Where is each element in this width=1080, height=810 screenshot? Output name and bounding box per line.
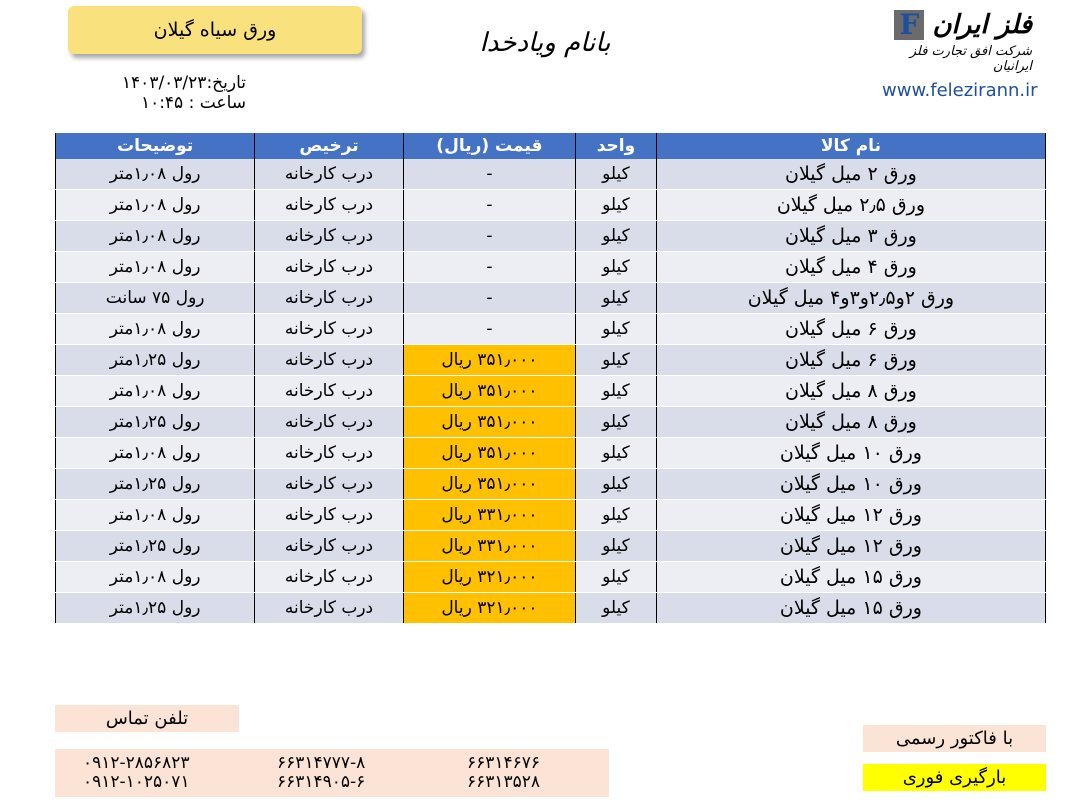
cell-unit: کیلو: [576, 252, 657, 283]
cell-product-name: ورق ۸ میل گیلان: [656, 376, 1045, 407]
cell-unit: کیلو: [576, 500, 657, 531]
cell-unit: کیلو: [576, 345, 657, 376]
cell-price: -: [403, 159, 575, 190]
phone-label: تلفن تماس: [105, 708, 189, 729]
cell-clearance: درب کارخانه: [255, 562, 403, 593]
cell-product-name: ورق ۲٫۵ میل گیلان: [656, 190, 1045, 221]
cell-description: رول ۱٫۲۵متر: [56, 469, 255, 500]
cell-description: رول ۱٫۲۵متر: [56, 345, 255, 376]
cell-clearance: درب کارخانه: [255, 159, 403, 190]
logo-url[interactable]: www.felezirann.ir: [882, 80, 1038, 101]
cell-clearance: درب کارخانه: [255, 190, 403, 221]
logo-f-icon: F: [894, 10, 924, 40]
col-header-clearance: ترخیص: [255, 133, 403, 159]
instant-loading-badge: [863, 764, 1046, 791]
cell-description: رول ۱٫۰۸متر: [56, 252, 255, 283]
cell-clearance: درب کارخانه: [255, 593, 403, 624]
table-row: [56, 376, 1046, 407]
phone-line-2[interactable]: ۶۶۳۱۴۹۰۵-۶: [277, 772, 366, 792]
cell-description: رول ۱٫۲۵متر: [56, 593, 255, 624]
cell-product-name: ورق ۱۵ میل گیلان: [656, 562, 1045, 593]
cell-product-name: ورق ۲ میل گیلان: [656, 159, 1045, 190]
date-time-block: [86, 73, 246, 113]
cell-price: -: [403, 190, 575, 221]
phone-label-box: [55, 705, 239, 732]
phone-mobile-1[interactable]: ۰۹۱۲-۲۸۵۶۸۲۳: [83, 753, 190, 773]
phone-line-4[interactable]: ۶۶۳۱۳۵۲۸: [467, 772, 541, 792]
sheet-title-tab: [68, 6, 362, 54]
cell-unit: کیلو: [576, 438, 657, 469]
cell-clearance: درب کارخانه: [255, 252, 403, 283]
cell-description: رول ۱٫۲۵متر: [56, 407, 255, 438]
table-row: [56, 500, 1046, 531]
phone-line-1[interactable]: ۶۶۳۱۴۷۷۷-۸: [277, 753, 366, 773]
cell-unit: کیلو: [576, 314, 657, 345]
cell-description: رول ۱٫۰۸متر: [56, 314, 255, 345]
cell-product-name: ورق ۱۰ میل گیلان: [656, 438, 1045, 469]
table-row: [56, 345, 1046, 376]
cell-price: ۳۲۱٫۰۰۰ ریال: [403, 593, 575, 624]
table-row: [56, 438, 1046, 469]
table-row: [56, 283, 1046, 314]
cell-clearance: درب کارخانه: [255, 283, 403, 314]
col-header-price: قیمت (ریال): [403, 133, 575, 159]
cell-price: -: [403, 314, 575, 345]
table-row: [56, 469, 1046, 500]
cell-unit: کیلو: [576, 190, 657, 221]
col-header-unit: واحد: [576, 133, 657, 159]
col-header-description: توضیحات: [56, 133, 255, 159]
cell-price: ۳۲۱٫۰۰۰ ریال: [403, 562, 575, 593]
cell-clearance: درب کارخانه: [255, 345, 403, 376]
phone-mobile-2[interactable]: ۰۹۱۲-۱۰۲۵۰۷۱: [83, 772, 190, 792]
cell-clearance: درب کارخانه: [255, 531, 403, 562]
logo-name: فلز ایران: [932, 10, 1032, 40]
official-invoice-label: با فاکتور رسمی: [895, 728, 1014, 749]
cell-unit: کیلو: [576, 531, 657, 562]
cell-clearance: درب کارخانه: [255, 376, 403, 407]
cell-product-name: ورق ۶ میل گیلان: [656, 314, 1045, 345]
cell-price: -: [403, 283, 575, 314]
cell-product-name: ورق ۳ میل گیلان: [656, 221, 1045, 252]
cell-clearance: درب کارخانه: [255, 438, 403, 469]
cell-product-name: ورق ۱۰ میل گیلان: [656, 469, 1045, 500]
cell-clearance: درب کارخانه: [255, 469, 403, 500]
cell-clearance: درب کارخانه: [255, 407, 403, 438]
cell-description: رول ۱٫۲۵متر: [56, 531, 255, 562]
cell-price: ۳۵۱٫۰۰۰ ریال: [403, 345, 575, 376]
cell-product-name: ورق ۱۲ میل گیلان: [656, 531, 1045, 562]
cell-unit: کیلو: [576, 221, 657, 252]
table-row: [56, 190, 1046, 221]
cell-unit: کیلو: [576, 469, 657, 500]
instant-loading-label: بارگیری فوری: [902, 767, 1007, 788]
table-row: [56, 562, 1046, 593]
bismillah-heading: بانام ویادخدا: [479, 28, 611, 58]
phone-numbers-box: [55, 749, 609, 797]
company-logo: [882, 8, 1038, 101]
cell-price: -: [403, 252, 575, 283]
sheet-title: ورق سیاه گیلان: [153, 19, 277, 41]
cell-description: رول ۱٫۰۸متر: [56, 221, 255, 252]
cell-clearance: درب کارخانه: [255, 221, 403, 252]
logo-subtitle: شرکت افق تجارت فلز ایرانیان: [909, 44, 1032, 74]
cell-product-name: ورق ۴ میل گیلان: [656, 252, 1045, 283]
table-row: [56, 531, 1046, 562]
cell-unit: کیلو: [576, 283, 657, 314]
cell-description: رول ۱٫۰۸متر: [56, 500, 255, 531]
col-header-name: نام کالا: [656, 133, 1045, 159]
cell-price: -: [403, 221, 575, 252]
cell-price: ۳۵۱٫۰۰۰ ریال: [403, 438, 575, 469]
cell-clearance: درب کارخانه: [255, 500, 403, 531]
cell-product-name: ورق ۸ میل گیلان: [656, 407, 1045, 438]
cell-price: ۳۵۱٫۰۰۰ ریال: [403, 469, 575, 500]
table-row: [56, 159, 1046, 190]
cell-product-name: ورق ۱۵ میل گیلان: [656, 593, 1045, 624]
cell-unit: کیلو: [576, 593, 657, 624]
cell-description: رول ۱٫۰۸متر: [56, 376, 255, 407]
cell-product-name: ورق ۱۲ میل گیلان: [656, 500, 1045, 531]
cell-description: رول ۱٫۰۸متر: [56, 438, 255, 469]
cell-price: ۳۳۱٫۰۰۰ ریال: [403, 500, 575, 531]
cell-unit: کیلو: [576, 562, 657, 593]
table-row: [56, 593, 1046, 624]
cell-product-name: ورق ۲و۲٫۵و۳و۴ میل گیلان: [656, 283, 1045, 314]
price-table: [55, 133, 1046, 624]
cell-description: رول ۱٫۰۸متر: [56, 159, 255, 190]
cell-product-name: ورق ۶ میل گیلان: [656, 345, 1045, 376]
cell-price: ۳۵۱٫۰۰۰ ریال: [403, 376, 575, 407]
cell-price: ۳۳۱٫۰۰۰ ریال: [403, 531, 575, 562]
table-row: [56, 252, 1046, 283]
cell-unit: کیلو: [576, 159, 657, 190]
cell-description: رول ۷۵ سانت: [56, 283, 255, 314]
cell-clearance: درب کارخانه: [255, 314, 403, 345]
official-invoice-badge: [863, 725, 1046, 752]
phone-line-3[interactable]: ۶۶۳۱۴۶۷۶: [467, 753, 541, 773]
date-line: تاریخ:۱۴۰۳/۰۳/۲۳: [121, 73, 246, 93]
table-header-row: [56, 133, 1046, 159]
table-row: [56, 407, 1046, 438]
cell-price: ۳۵۱٫۰۰۰ ریال: [403, 407, 575, 438]
cell-unit: کیلو: [576, 376, 657, 407]
cell-description: رول ۱٫۰۸متر: [56, 190, 255, 221]
cell-unit: کیلو: [576, 407, 657, 438]
table-row: [56, 221, 1046, 252]
time-line: ساعت : ۱۰:۴۵: [140, 93, 246, 113]
table-row: [56, 314, 1046, 345]
cell-description: رول ۱٫۰۸متر: [56, 562, 255, 593]
